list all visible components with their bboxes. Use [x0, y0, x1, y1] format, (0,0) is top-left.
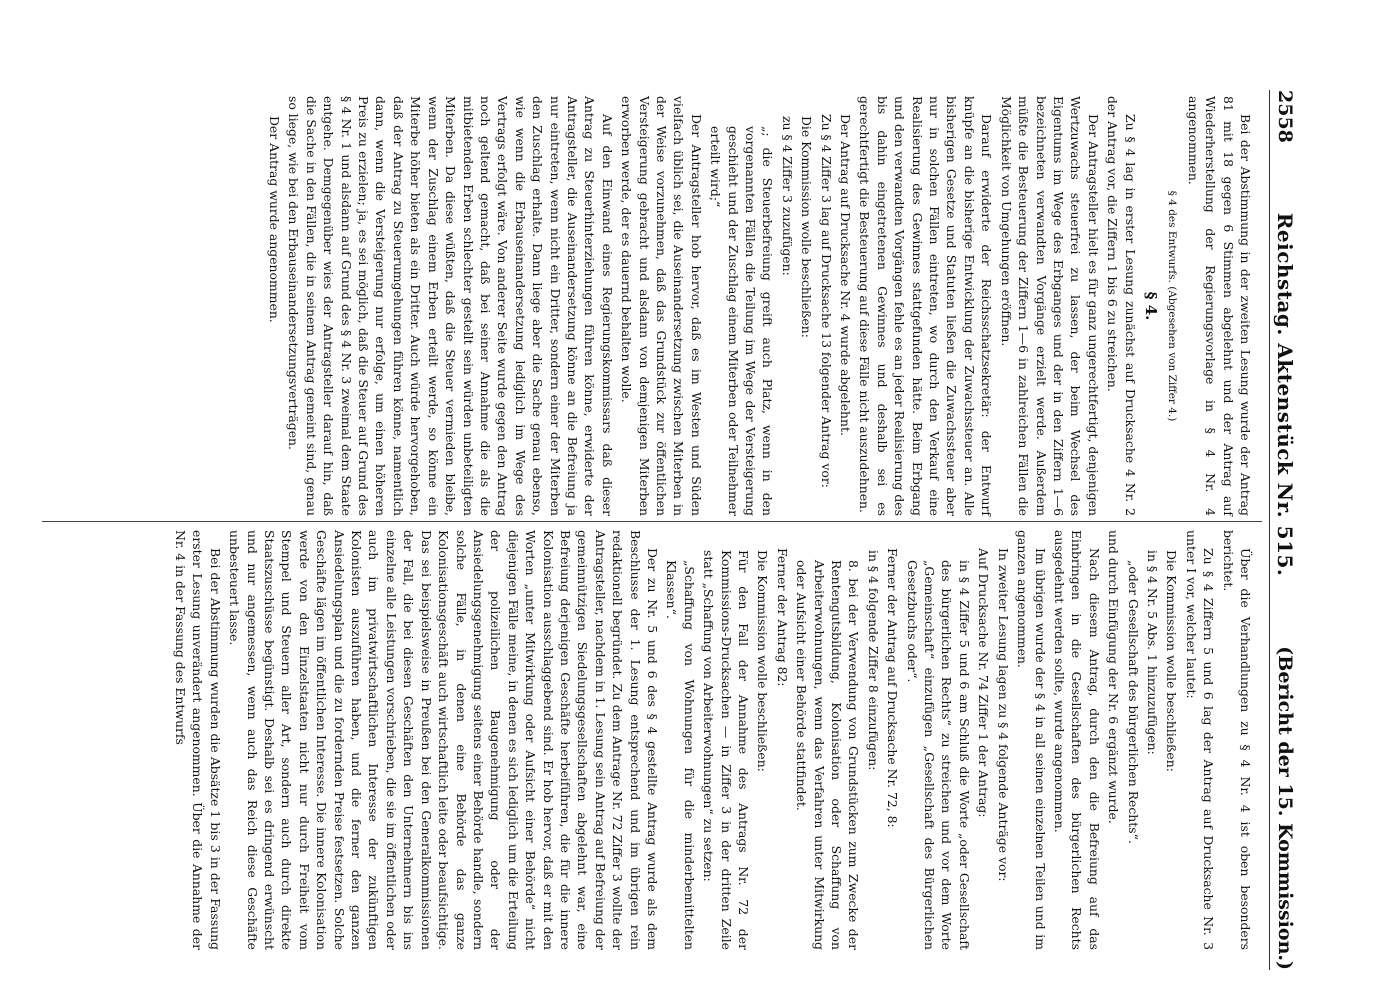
paragraph: Zu § 4 lag in erster Lesung zunächst auf Drucksache 4 Nr. 2 der Antrag vor, die Ziffern 1 bis 6 zu streichen.: [1105, 96, 1138, 516]
quoted-amendment: 8. bei der Verwendung von Grundstücken zum Zwecke der Rentengutsbildung, Kolonisation oder Schaffung von Arbeiterwohnungen, wenn das Verfahren unter Mitwirkung oder Aufsicht einer Behörde stattfindet.: [794, 560, 862, 950]
paragraph: Im übrigen wurde der § 4 in all seinen einzelnen Teilen und im ganzen angenommen.: [1015, 530, 1048, 950]
paragraph: Ferner der Antrag auf Drucksache Nr. 72, 8:: [885, 548, 901, 828]
paragraph: Für den Fall der Annahme des Antrags Nr. 72 der Kommissions-Drucksachen — in Ziffer 3 in der dritten Zeile statt „Schaffung von Arbeiterwohnungen“ zu setzen:: [701, 550, 752, 950]
paragraph: Bei der Abstimmung in der zweiten Lesung wurde der Antrag 81 mit 18 gegen 6 Stimmen abgelehnt und der Antrag auf Wiederherstellung der Regierungsvorlage in § 4 Nr. 4 angenommen.: [1185, 96, 1253, 516]
section-subheading: § 4 des Entwurfs. (Abgesehen von Ziffer 4.): [1166, 190, 1179, 422]
report-label: (Bericht der 15. Kommission.): [1274, 646, 1296, 970]
left-column: [264, 96, 1254, 516]
paragraph: Über die Verhandlungen zu § 4 Nr. 4 ist oben besonders berichtet.: [1220, 530, 1253, 950]
paragraph: Die Kommission wolle beschließen:: [799, 116, 815, 338]
paragraph: in § 4 folgende Ziffer 8 einzufügen:: [865, 550, 881, 771]
paragraph: Nach diesem Antrag, durch den die Befreiung auf das Einbringen in die Gesellschaften des bürgerlichen Rechts ausgedehnt werden sollte, wurde angenommen.: [1051, 530, 1102, 950]
quoted-amendment: in § 4 Ziffer 5 und 6 am Schluß die Worte „oder Gesellschaft des bürgerlichen Rechts“ zu streichen und vor dem Worte „Gemeinschaft“ einzufügen „Gesellschaft des Bürgerlichen Gesetzbuchs oder“.: [904, 560, 972, 950]
paragraph: Ferner der Antrag 82:: [774, 548, 790, 687]
running-head: [1269, 90, 1300, 970]
paragraph: Die Kommission wolle beschließen:: [1164, 550, 1180, 772]
paragraph: Darauf erwiderte der Reichsschatzsekretär: der Entwurf knüpfe an die bisherige Entwicklung der Zuwachssteuer an. Alle bisherigen Gesetze und Statuten ließen die Zuwachssteuer aber nur in solchen Fällen eintreten, wo durch den Verkauf eine Realisierung des Gewinnes stattgefunden hätte. Beim Erbgang und den verwandten Vorgängen fehle es an jeder Realisierung des bis dahin eingetretenen Gewinnes und deshalb sei es gerechtfertigt die Besteuerung auf diese Fälle nicht auszudehnen.: [857, 96, 995, 516]
paragraph: Der Antrag wurde angenommen.: [267, 116, 283, 323]
quoted-amendment: „; die Steuerbefreiung greift auch Platz, wenn in den vorgenannten Fällen die Teilung im Wege der Versteigerung geschieht und der Zuschlag einem Miterben oder Teilnehmer erteilt wird;“: [708, 126, 776, 516]
paragraph: Bei der Abstimmung wurden die Absätze 1 bis 3 in der Fassung erster Lesung unverändert angenommen. Über die Annahme der Nr. 4 in der Fassung des Entwurfs: [173, 530, 223, 950]
paragraph: In zweiter Lesung lagen zu § 4 folgende Anträge vor:: [995, 548, 1011, 882]
paragraph: in § 4 Nr. 5 Abs. 1 hinzuzufügen:: [1144, 550, 1160, 755]
quoted-amendment: „Schaffung von Wohnungen für die minderbemittelten Klassen“.: [664, 560, 697, 950]
paragraph: Zu § 4 Ziffer 3 lag auf Drucksache 13 folgender Antrag vor:: [818, 114, 834, 488]
paragraph: Die Kommission wolle beschließen:: [755, 550, 771, 772]
paragraph: Der Antragsteller hielt es für ganz ungerechtfertigt, denjenigen Wertzuwachs steuerfrei zu lassen, der beim Wechsel des Eigentums im Wege des Erbganges und der in den Ziffern 1—6 bezeichneten verwandten Vorgänge erzielt werde. Außerdem müßte die Besteuerung der Ziffern 1—6 in zahlreichen Fällen die Möglichkeit von Umgehungen eröffnen.: [998, 96, 1101, 516]
right-column: [170, 530, 1254, 950]
paragraph: Der Antragsteller hob hervor, daß es im Westen und Süden vielfach üblich sei, die Auseinandersetzung zwischen Miterben in der Weise vorzunehmen, daß das Grundstück zur öffentlichen Versteigerung gebracht und alsdann von demjenigen Miterben erworben werde, der es dauernd behalten wolle.: [619, 96, 704, 516]
column-divider: [42, 521, 1262, 522]
paragraph: Auf Drucksache Nr. 74 Ziffer 1 der Antrag:: [976, 548, 992, 818]
paragraph: Zu § 4 Ziffern 5 und 6 lag der Antrag auf Drucksache Nr. 3 unter I vor, welcher lautet:: [1183, 530, 1217, 950]
paragraph: Der Antrag auf Drucksache Nr. 4 wurde abgelehnt.: [838, 114, 854, 436]
paragraph: Der zu Nr. 5 und 6 des § 4 gestellte Antrag wurde als dem Beschlusse der 1. Lesung entsprechend und im übrigen rein redaktionell begründet. Zu dem Antrage Nr. 72 Ziffer 3 wollte der Antragsteller, nachdem in 1. Lesung sein Antrag auf Befreiung der gemeinnützigen Siedelungsgesellschaften abgelehnt war, eine Befreiung derjenigen Geschäfte herbeiführen, die für die innere Kolonisation ausschlaggebend sind. Er hob hervor, daß er mit den Worten „unter Mitwirkung oder Aufsicht einer Behörde“ nicht diejenigen Fälle meine, in denen es sich lediglich um die Erteilung der polizeilichen Baugenehmigung oder der Ansiedelungsgenehmigung seitens einer Behörde handle, sondern solche Fälle, in denen eine Behörde das ganze Kolonisationsgeschäft auch wirtschaftlich leite oder beaufsichtige. Das sei beispielsweise in Preußen bei den Generalkommissionen der Fall, die bei diesen Geschäften den Unternehmern bis ins einzelne alle Leistungen vorschrieben, die sie im öffentlichen oder auch im privatwirtschaftlichen Interesse der zukünftigen Kolonisten auszuführen haben, und die ferner den ganzen Ansiedelungsplan und die zu fordernden Preise festsetzen. Solche Geschäfte lägen im öffentlichen Interesse. Die innere Kolonisation werde von den Einzelstaaten nicht nur durch Freiheit vom Stempel und Steuern aller Art, sondern auch durch direkte Staatszuschüsse begünstigt. Deshalb sei es dringend erwünscht und nur angemessen, wenn auch das Reich diese Geschäfte unbesteuert lasse.: [227, 530, 660, 950]
quoted-amendment: „oder Gesellschaft des bürgerlichen Rechts“.: [1125, 560, 1141, 844]
paragraph: Auf den Einwand eines Regierungskommissars daß dieser Antrag zu Steuerhinterziehungen führen könne, erwiderte der Antragsteller, die Auseinandersetzung könne an die Befreiung ja nur eintreten, wenn nicht ein Dritter, sondern einer der Miterben den Zuschlag erhalte. Dann liege aber die Sache genau ebenso, wie wenn die Erbauseinandersetzung lediglich im Wege des Vertrags erfolgt wäre. Von anderer Seite wurde gegen den Antrag noch geltend gemacht, daß bei seiner Annahme die als die mitbietenden Erben schlechter gestellt sein würden unbeteiligten Miterben. Da diese wüßten, daß die Steuer vermieden bleibe, wenn der Zuschlag einem Erben erteilt werde, so könne ein Miterbe höher bieten als ein Dritter. Auch würde hervorgehoben, daß der Antrag zu Steuerumgehungen führen könne, namentlich dann, wenn die Versteigerung nur erfolge, um einen höheren Preis zu erzielen; ja, es sei möglich, daß die Steuer auf Grund des § 4 Nr. 1 und alsdann auf Grund des § 4 Nr. 3 zweimal dem Staate entgehe. Demgegenüber wies der Antragsteller darauf hin, daß die Sache in den Fällen, die in seinem Antrag gemeint sind, genau so liege, wie bei den Erbauseinandersetzungsverträgen.: [286, 96, 615, 516]
paragraph: und durch Einfügung der Nr. 6 ergänzt wurde.: [1106, 530, 1122, 824]
section-heading: § 4.: [1141, 291, 1160, 321]
page-number: 2558: [1274, 90, 1296, 143]
running-title: Reichstag. Aktenstück Nr. 515.: [1273, 212, 1297, 577]
paragraph: zu § 4 Ziffer 3 zuzufügen:: [779, 116, 795, 276]
